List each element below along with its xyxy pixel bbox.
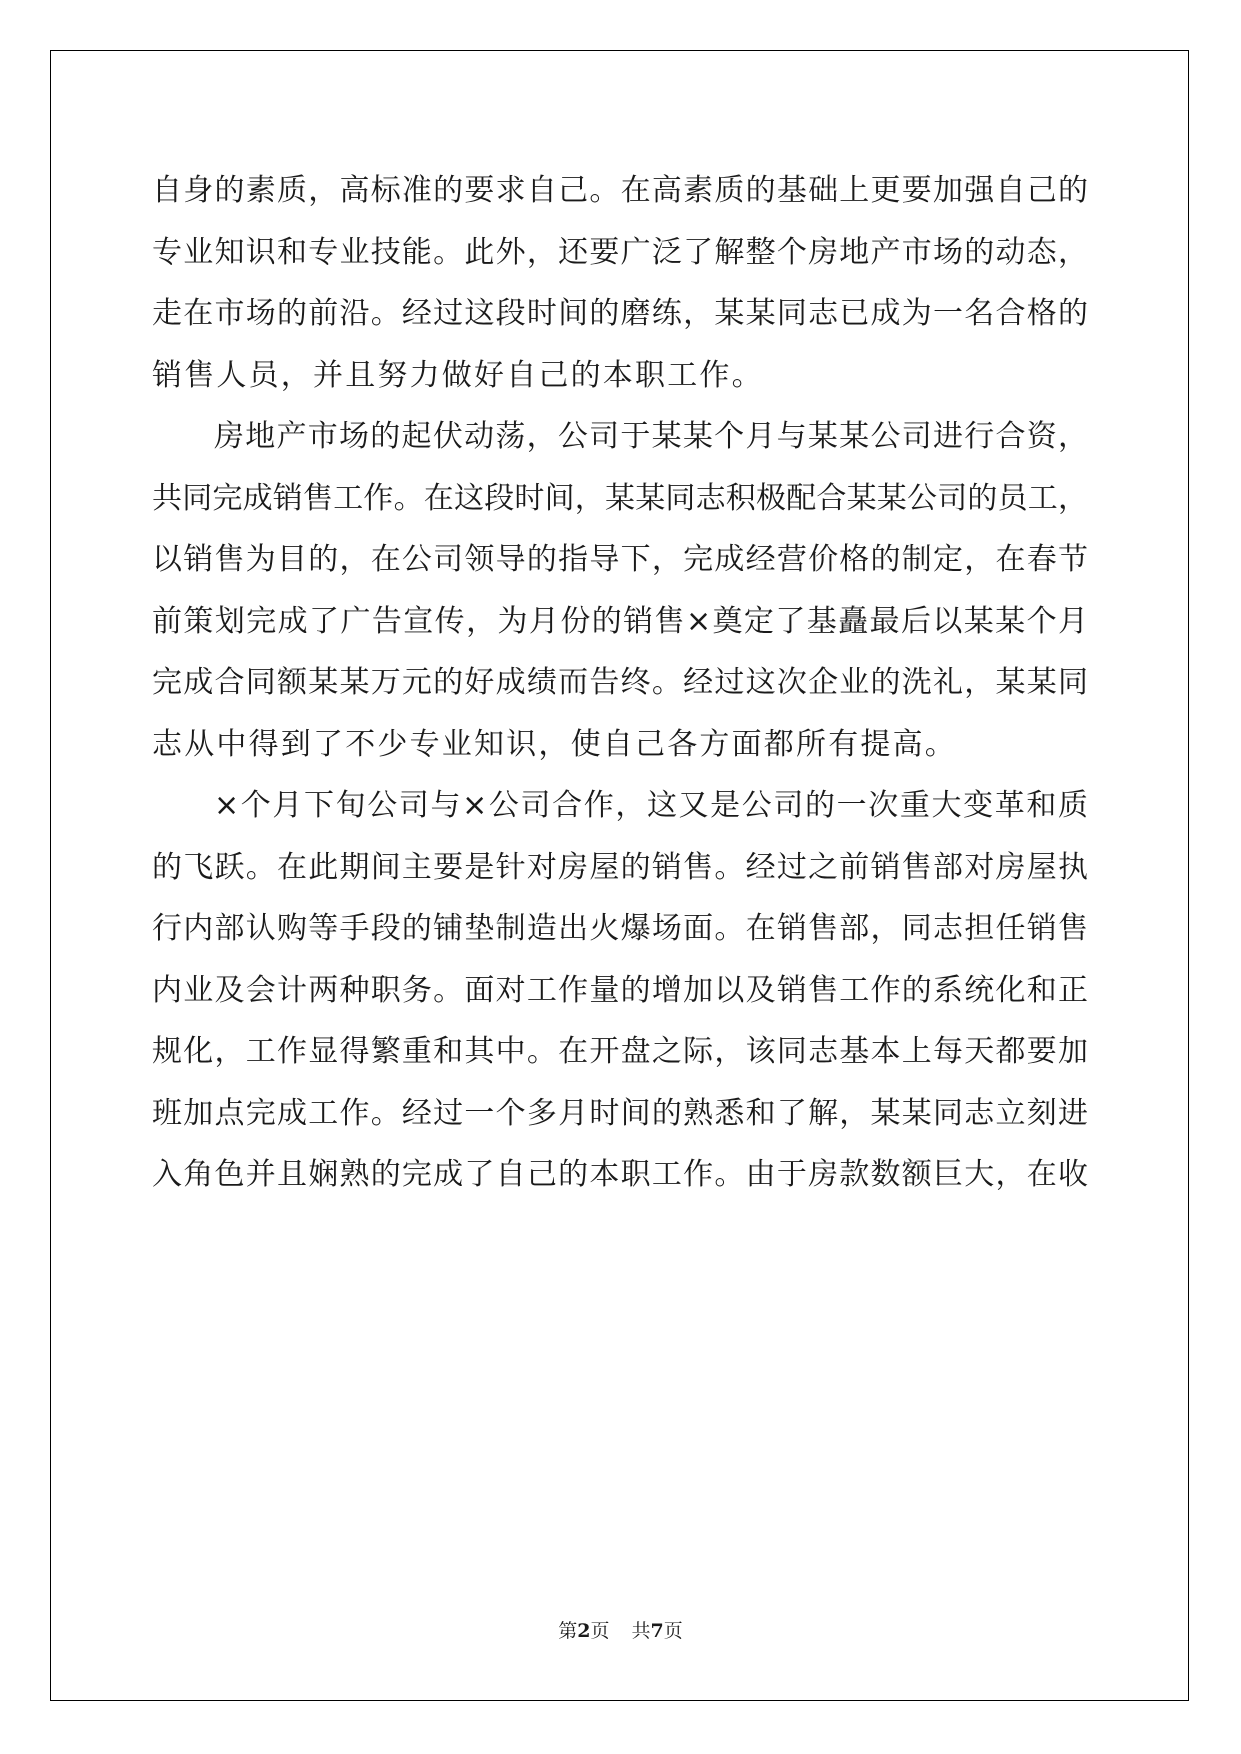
text-line: 入角色并且娴熟的完成了自己的本职工作。由于房款数额巨大，在收	[152, 1157, 1088, 1192]
text-line: 前策划完成了广告宣传，为月份的销售×奠定了基矗最后以某某个月	[152, 603, 1088, 639]
text-line: 销售人员，并且努力做好自己的本职工作。	[152, 357, 764, 393]
text-line: 内业及会计两种职务。面对工作量的增加以及销售工作的系统化和正	[152, 972, 1088, 1008]
footer-total-suffix: 页	[663, 1620, 683, 1642]
text-line: 以销售为目的，在公司领导的指导下，完成经营价格的制定，在春节	[152, 542, 1088, 577]
text-line: 走在市场的前沿。经过这段时间的磨练，某某同志已成为一名合格的	[152, 296, 1088, 331]
paragraph-1	[152, 160, 1088, 406]
text-line: 行内部认购等手段的铺垫制造出火爆场面。在销售部，同志担任销售	[152, 911, 1088, 946]
total-pages-number: 7	[650, 1620, 664, 1642]
text-line: ×个月下旬公司与×公司合作，这又是公司的一次重大变革和质	[214, 788, 1088, 823]
text-line: 班加点完成工作。经过一个多月时间的熟悉和了解，某某同志立刻进	[152, 1095, 1088, 1131]
text-line: 志从中得到了不少专业知识，使自己各方面都所有提高。	[152, 726, 957, 762]
footer-page-suffix: 页	[590, 1620, 610, 1642]
text-line: 规化，工作显得繁重和其中。在开盘之际，该同志基本上每天都要加	[152, 1034, 1088, 1069]
current-page-number: 2	[577, 1620, 591, 1642]
text-line: 房地产市场的起伏动荡，公司于某某个月与某某公司进行合资，	[214, 419, 1088, 454]
text-line: 专业知识和专业技能。此外，还要广泛了解整个房地产市场的动态，	[152, 234, 1088, 270]
paragraph-2	[152, 406, 1088, 775]
page-footer	[0, 1616, 1241, 1643]
paragraph-3	[152, 775, 1088, 1206]
text-line: 的飞跃。在此期间主要是针对房屋的销售。经过之前销售部对房屋执	[152, 849, 1088, 885]
document-body	[152, 160, 1088, 1206]
text-line: 完成合同额某某万元的好成绩而告终。经过这次企业的洗礼，某某同	[152, 665, 1088, 700]
footer-prefix: 第	[558, 1620, 578, 1642]
footer-total-prefix: 共	[631, 1620, 651, 1642]
text-line: 自身的素质，高标准的要求自己。在高素质的基础上更要加强自己的	[152, 173, 1088, 208]
text-line: 共同完成销售工作。在这段时间，某某同志积极配合某某公司的员工，	[152, 480, 1088, 516]
